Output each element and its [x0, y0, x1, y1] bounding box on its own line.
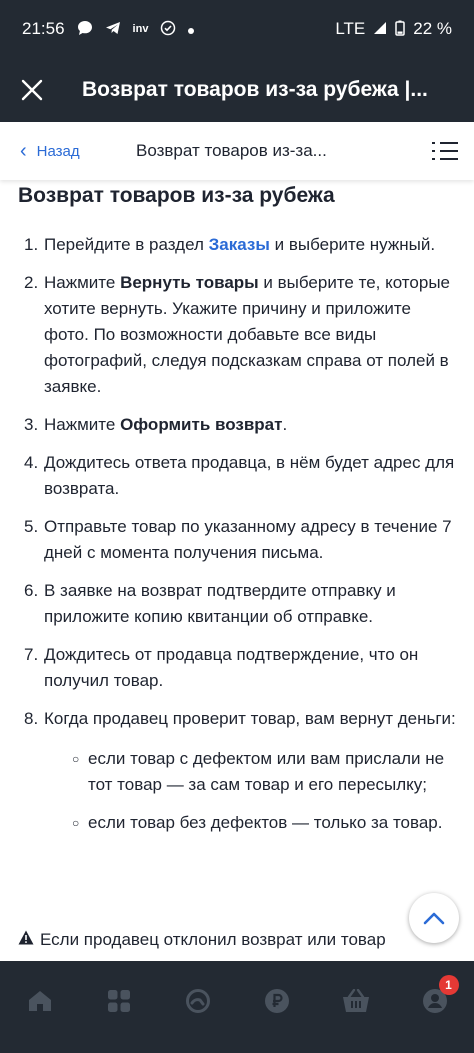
- nav-discover[interactable]: [178, 981, 218, 1021]
- close-icon: [21, 79, 43, 101]
- step-text: [44, 412, 456, 438]
- signal-icon: [373, 21, 387, 37]
- nav-catalog[interactable]: [99, 981, 139, 1021]
- step-text-part: Нажмите: [44, 273, 121, 292]
- nav-basket[interactable]: [336, 981, 376, 1021]
- step-number: 2.: [24, 273, 39, 292]
- check-circle-icon: [160, 20, 176, 38]
- step-number: 1.: [24, 235, 39, 254]
- bottom-nav: [0, 961, 474, 1053]
- sublist-text: если товар без дефектов — только за товар.: [88, 813, 443, 832]
- basket-icon: [342, 989, 370, 1013]
- step-number: 8.: [24, 709, 39, 728]
- network-label: LTE: [335, 19, 366, 38]
- step-text-part: и выберите нужный.: [269, 235, 436, 254]
- menu-icon-line: [440, 158, 458, 160]
- step-text-part: Нажмите: [44, 415, 121, 434]
- warning-note: [18, 930, 386, 950]
- step-item: [18, 514, 456, 566]
- sublist-item: [44, 746, 456, 798]
- status-time: 21:56: [22, 19, 65, 38]
- step-item: [18, 450, 456, 502]
- menu-icon: [432, 142, 435, 144]
- dot-icon: [188, 22, 194, 36]
- back-label: Назад: [36, 142, 80, 160]
- warning-text: Если продавец отклонил возврат или товар: [40, 930, 386, 949]
- article-content: [0, 180, 474, 961]
- step-item: [18, 642, 456, 694]
- step-number: 4.: [24, 453, 39, 472]
- step-text-part: и выберите те, которые хотите вернуть. Укажите причину и приложите фото. По возможности добавьте все виды фотографий, следуя подсказкам справа от полей в заявке.: [44, 273, 450, 396]
- status-right: [335, 19, 452, 39]
- step-text-part: Перейдите в раздел: [44, 235, 209, 254]
- home-icon: [28, 990, 52, 1012]
- step-item: [18, 232, 456, 258]
- steps-list: [18, 232, 456, 848]
- page-heading: Возврат товаров из-за рубежа: [18, 184, 335, 207]
- step-item: [18, 412, 456, 438]
- close-button[interactable]: [0, 58, 64, 122]
- orders-link[interactable]: Заказы: [208, 235, 270, 254]
- refund-sublist: [44, 746, 456, 836]
- step-text: [44, 232, 456, 258]
- ruble-icon: [264, 988, 290, 1014]
- step-number: 7.: [24, 645, 39, 664]
- return-goods-label: Вернуть товары: [120, 273, 259, 292]
- web-header: [0, 122, 474, 180]
- chevron-up-icon: [423, 911, 445, 925]
- discover-icon: [185, 988, 211, 1014]
- sublist-text: если товар с дефектом или вам прислали не тот товар — за сам товар и его пересылку;: [88, 749, 445, 794]
- nav-home[interactable]: [20, 981, 60, 1021]
- telegram-icon: [105, 20, 121, 38]
- menu-icon-dot: [432, 150, 435, 152]
- step-text: [44, 270, 456, 400]
- app-title: Возврат товаров из-за рубежа |...: [82, 78, 428, 101]
- submit-return-label: Оформить возврат: [120, 415, 283, 434]
- sublist-item: [44, 810, 456, 836]
- web-page-title: Возврат товаров из-за...: [136, 141, 327, 160]
- app-bar: [0, 58, 474, 122]
- chevron-left-icon: ‹: [20, 140, 27, 162]
- battery-level: 22 %: [413, 19, 452, 38]
- catalog-icon: [107, 989, 131, 1013]
- step-number: 6.: [24, 581, 39, 600]
- warning-icon: [18, 930, 34, 950]
- inv-icon: inv: [132, 23, 149, 35]
- menu-button[interactable]: [432, 140, 458, 162]
- scroll-to-top-button[interactable]: [409, 893, 459, 943]
- step-text: Дождитесь ответа продавца, в нём будет адрес для возврата.: [44, 453, 455, 498]
- step-text: Когда продавец проверит товар, вам вернут деньги:: [44, 709, 456, 728]
- bullet-icon: ○: [72, 816, 80, 830]
- step-number: 5.: [24, 517, 39, 536]
- step-text-block: [44, 706, 456, 848]
- menu-icon-dot: [432, 158, 435, 160]
- battery-icon: [395, 20, 405, 38]
- step-item: [18, 706, 456, 848]
- step-number: 3.: [24, 415, 39, 434]
- chat-bubble-icon: [77, 20, 93, 38]
- step-text: В заявке на возврат подтвердите отправку и приложите копию квитанции об отправке.: [44, 581, 396, 626]
- status-left: [22, 19, 194, 39]
- menu-icon-line: [440, 142, 458, 144]
- notification-badge: 1: [439, 975, 459, 995]
- menu-icon-line: [440, 150, 458, 152]
- nav-payments[interactable]: [257, 981, 297, 1021]
- bullet-icon: ○: [72, 752, 80, 766]
- step-text-part: .: [282, 415, 288, 434]
- back-link[interactable]: [20, 141, 120, 161]
- status-bar: [0, 0, 474, 58]
- nav-profile[interactable]: [415, 978, 455, 1021]
- step-text: Дождитесь от продавца подтверждение, что он получил товар.: [44, 645, 419, 690]
- step-item: [18, 270, 456, 400]
- step-item: [18, 578, 456, 630]
- step-text: Отправьте товар по указанному адресу в течение 7 дней с момента получения письма.: [44, 517, 452, 562]
